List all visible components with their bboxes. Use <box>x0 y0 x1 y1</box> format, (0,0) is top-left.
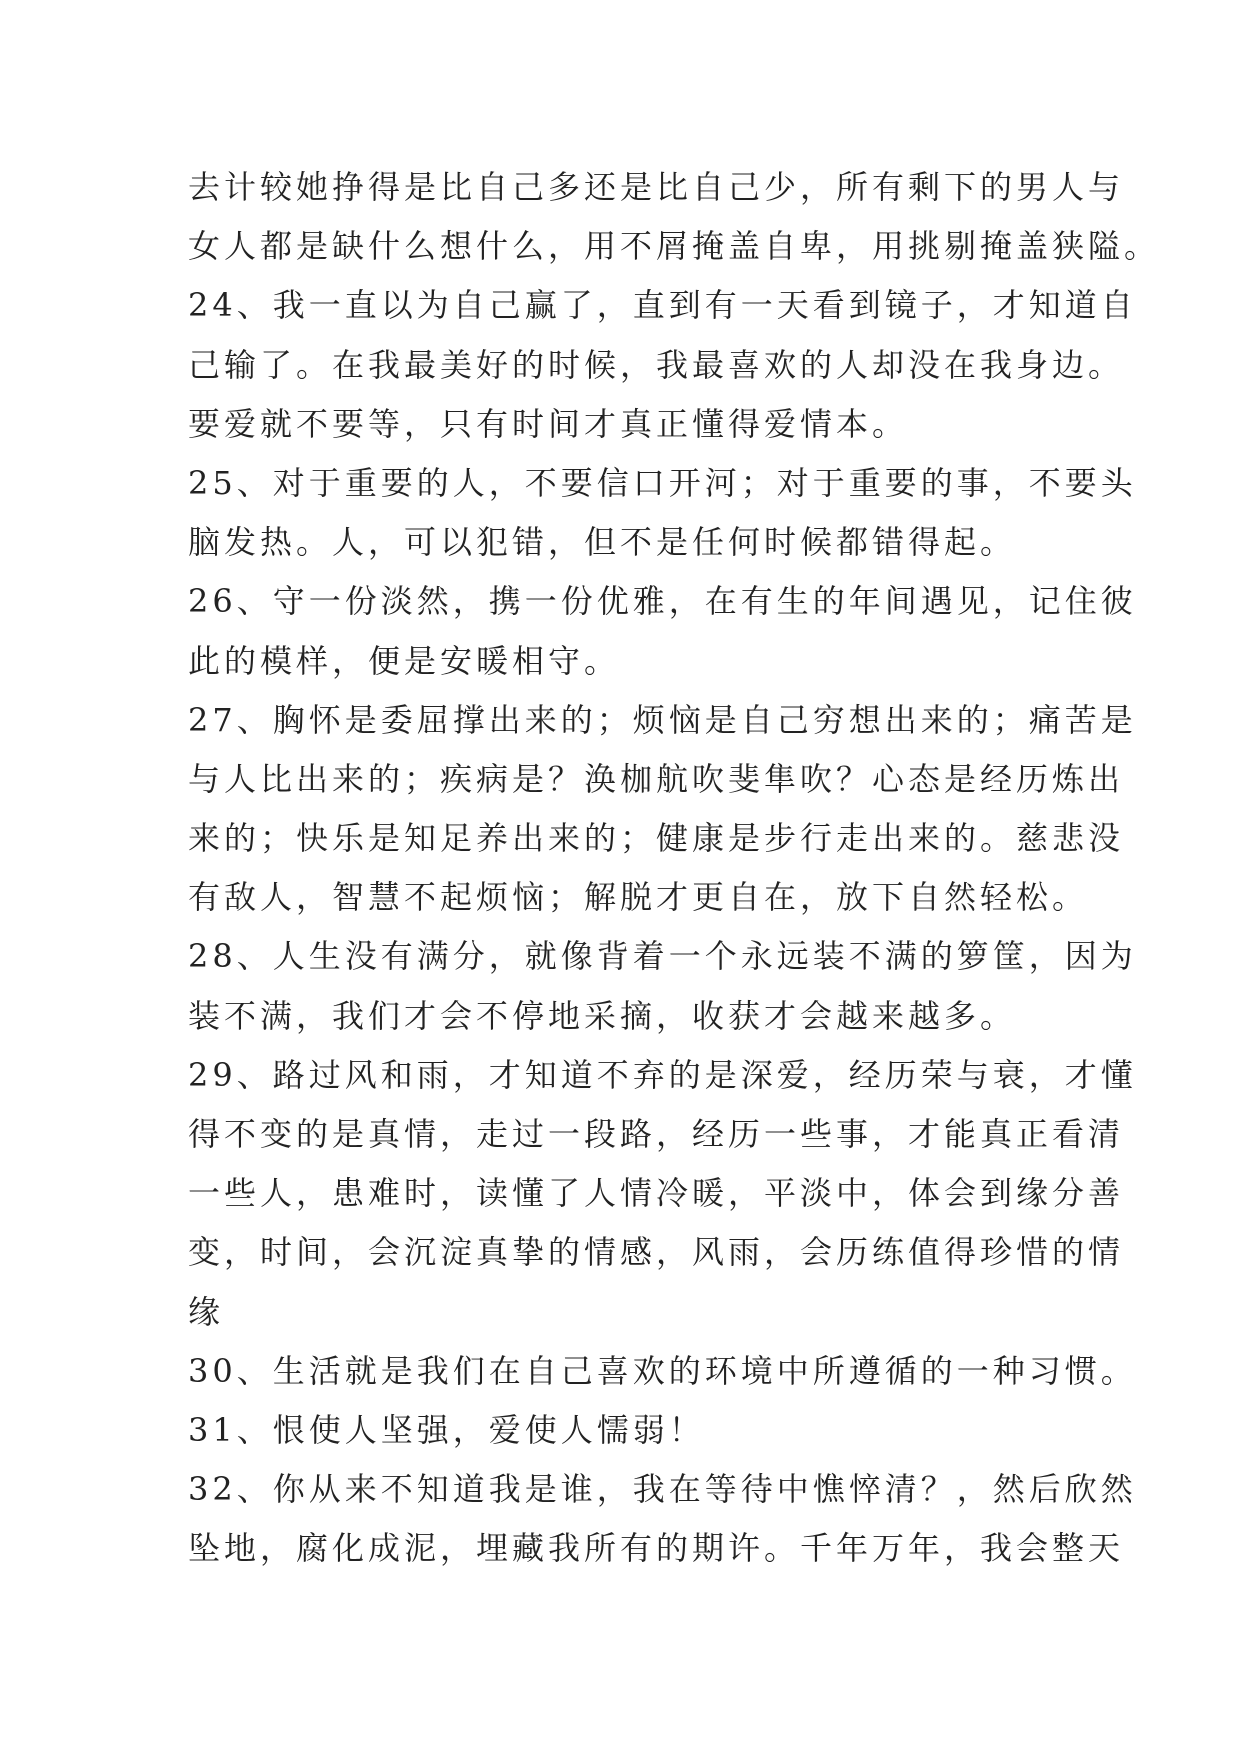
text-line: 来的；快乐是知足养出来的；健康是步行走出来的。慈悲没 <box>188 819 1125 858</box>
text-line: 30、生活就是我们在自己喜欢的环境中所遵循的一种习惯。 <box>188 1351 1137 1390</box>
text-line: 27、胸怀是委屈撑出来的；烦恼是自己穷想出来的；痛苦是 <box>188 700 1137 739</box>
text-line: 坠地，腐化成泥，埋藏我所有的期许。千年万年，我会整天 <box>188 1529 1125 1568</box>
text-line: 变，时间，会沉淀真挚的情感，风雨，会历练值得珍惜的情 <box>188 1233 1125 1272</box>
text-line: 己输了。在我最美好的时候，我最喜欢的人却没在我身边。 <box>188 345 1125 384</box>
text-line: 女人都是缺什么想什么，用不屑掩盖自卑，用挑剔掩盖狭隘。 <box>188 227 1161 266</box>
text-line: 缘 <box>188 1292 225 1331</box>
text-line: 一些人，患难时，读懂了人情冷暖，平淡中，体会到缘分善 <box>188 1174 1125 1213</box>
text-line: 31、恨使人坚强，爱使人懦弱！ <box>188 1410 705 1449</box>
text-line: 去计较她挣得是比自己多还是比自己少，所有剩下的男人与 <box>188 168 1125 206</box>
text-line: 24、我一直以为自己赢了，直到有一天看到镜子，才知道自 <box>188 286 1137 325</box>
text-line: 26、守一份淡然，携一份优雅，在有生的年间遇见，记住彼 <box>188 582 1137 621</box>
body-text <box>188 158 1161 1579</box>
text-line: 脑发热。人，可以犯错，但不是任何时候都错得起。 <box>188 523 1017 562</box>
text-line: 装不满，我们才会不停地采摘，收获才会越来越多。 <box>188 996 1017 1035</box>
text-line: 有敌人，智慧不起烦恼；解脱才更自在，放下自然轻松。 <box>188 878 1089 917</box>
text-line: 得不变的是真情，走过一段路，经历一些事，才能真正看清 <box>188 1115 1125 1153</box>
text-line: 29、路过风和雨，才知道不弃的是深爱，经历荣与衰，才懂 <box>188 1055 1137 1094</box>
text-line: 此的模样，便是安暖相守。 <box>188 641 621 680</box>
text-line: 与人比出来的；疾病是？涣枷航吹斐隼吹？心态是经历炼出 <box>188 759 1125 798</box>
text-line: 25、对于重要的人，不要信口开河；对于重要的事，不要头 <box>188 463 1137 502</box>
text-line: 28、人生没有满分，就像背着一个永远装不满的箩筐，因为 <box>188 937 1137 976</box>
text-line: 32、你从来不知道我是谁，我在等待中憔悴清？，然后欣然 <box>188 1470 1137 1509</box>
text-line: 要爱就不要等，只有时间才真正懂得爱情本。 <box>188 404 909 443</box>
